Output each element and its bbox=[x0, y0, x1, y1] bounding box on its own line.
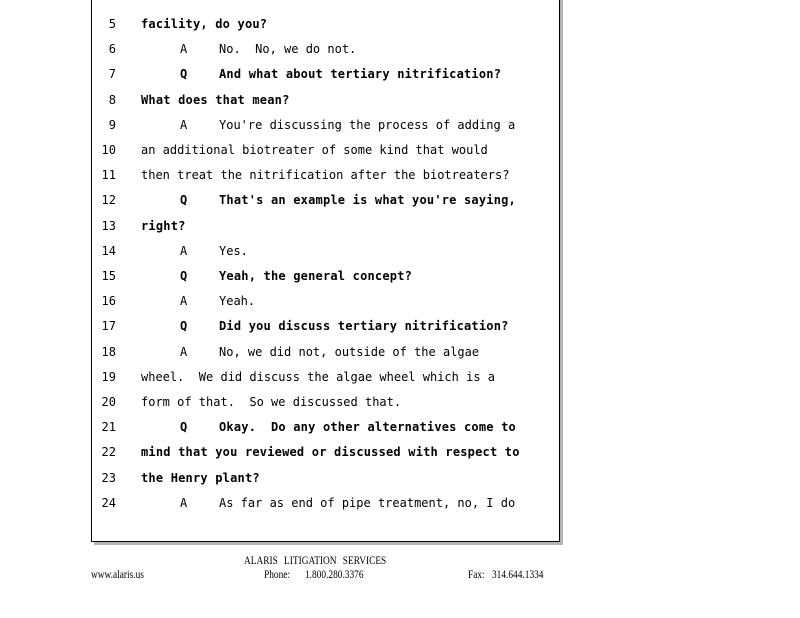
line-text: then treat the nitrification after the biotreaters? bbox=[141, 168, 510, 183]
footer-fax: 314.644.1334 bbox=[492, 567, 544, 581]
line-number: 6 bbox=[108, 42, 116, 57]
line-number: 16 bbox=[101, 294, 116, 309]
line-text: Yeah. bbox=[219, 294, 256, 309]
line-text: wheel. We did discuss the algae wheel which is a bbox=[141, 369, 496, 384]
footer-website: www.alaris.us bbox=[91, 567, 144, 581]
line-number: 14 bbox=[101, 243, 116, 258]
transcript-line bbox=[92, 444, 559, 469]
line-text: What does that mean? bbox=[141, 92, 290, 107]
transcript-line bbox=[92, 268, 559, 293]
line-text: the Henry plant? bbox=[141, 470, 260, 485]
line-number: 7 bbox=[108, 67, 116, 82]
transcript-line bbox=[92, 142, 559, 167]
transcript-line bbox=[92, 92, 559, 117]
footer-phone-label: Phone: bbox=[264, 567, 291, 581]
line-number: 8 bbox=[108, 92, 116, 107]
line-text: mind that you reviewed or discussed with respect to bbox=[141, 445, 520, 460]
line-text: Yeah, the general concept? bbox=[219, 269, 413, 283]
transcript-line bbox=[92, 318, 559, 343]
line-number: 15 bbox=[101, 269, 116, 283]
line-number: 17 bbox=[101, 319, 116, 334]
line-text: right? bbox=[141, 218, 186, 233]
line-number: 23 bbox=[101, 470, 116, 485]
line-number: 20 bbox=[101, 395, 116, 409]
line-text: Okay. Do any other alternatives come to bbox=[219, 420, 516, 435]
speaker-label: Q bbox=[180, 67, 188, 82]
speaker-label: A bbox=[180, 495, 188, 510]
line-number: 22 bbox=[101, 445, 116, 460]
transcript-line bbox=[92, 243, 559, 268]
speaker-label: A bbox=[180, 294, 188, 309]
transcript-line bbox=[92, 344, 559, 369]
line-number: 10 bbox=[101, 143, 116, 157]
line-text: No, we did not, outside of the algae bbox=[219, 344, 480, 359]
line-text: an additional biotreater of some kind that would bbox=[141, 143, 488, 157]
transcript-line bbox=[92, 41, 559, 66]
speaker-label: A bbox=[180, 344, 188, 359]
line-number: 12 bbox=[101, 193, 116, 208]
transcript-line bbox=[92, 293, 559, 318]
footer-company: ALARIS LITIGATION SERVICES bbox=[244, 553, 387, 567]
speaker-label: A bbox=[180, 42, 188, 57]
line-text: That's an example is what you're saying, bbox=[219, 193, 516, 208]
speaker-label: Q bbox=[180, 420, 188, 435]
line-text: No. No, we do not. bbox=[219, 42, 357, 57]
footer-phone: 1.800.280.3376 bbox=[305, 567, 364, 581]
speaker-label: Q bbox=[180, 319, 188, 334]
line-number: 5 bbox=[108, 17, 116, 31]
transcript-line bbox=[92, 16, 559, 41]
line-number: 9 bbox=[108, 117, 116, 132]
line-number: 24 bbox=[101, 495, 116, 510]
transcript-page bbox=[91, 0, 560, 542]
line-number: 18 bbox=[101, 344, 116, 359]
transcript-line bbox=[92, 117, 559, 142]
transcript-line bbox=[92, 369, 559, 394]
transcript-line bbox=[92, 66, 559, 91]
line-text: And what about tertiary nitrification? bbox=[219, 67, 502, 82]
line-number: 13 bbox=[101, 218, 116, 233]
speaker-label: Q bbox=[180, 193, 188, 208]
transcript-line bbox=[92, 495, 559, 520]
transcript-line bbox=[92, 218, 559, 243]
line-text: facility, do you? bbox=[141, 17, 268, 31]
transcript-line bbox=[92, 394, 559, 419]
speaker-label: A bbox=[180, 243, 188, 258]
footer-fax-label: Fax: bbox=[468, 567, 485, 581]
speaker-label: Q bbox=[180, 269, 188, 283]
line-text: As far as end of pipe treatment, no, I do bbox=[219, 495, 516, 510]
line-number: 21 bbox=[101, 420, 116, 435]
line-text: Did you discuss tertiary nitrification? bbox=[219, 319, 509, 334]
speaker-label: A bbox=[180, 117, 188, 132]
transcript-line bbox=[92, 167, 559, 192]
line-text: form of that. So we discussed that. bbox=[141, 395, 402, 409]
line-text: Yes. bbox=[219, 243, 248, 258]
line-number: 19 bbox=[101, 369, 116, 384]
transcript-line bbox=[92, 192, 559, 217]
transcript-line bbox=[92, 419, 559, 444]
line-number: 11 bbox=[101, 168, 116, 183]
transcript-line bbox=[92, 470, 559, 495]
line-text: You're discussing the process of adding a bbox=[219, 117, 516, 132]
